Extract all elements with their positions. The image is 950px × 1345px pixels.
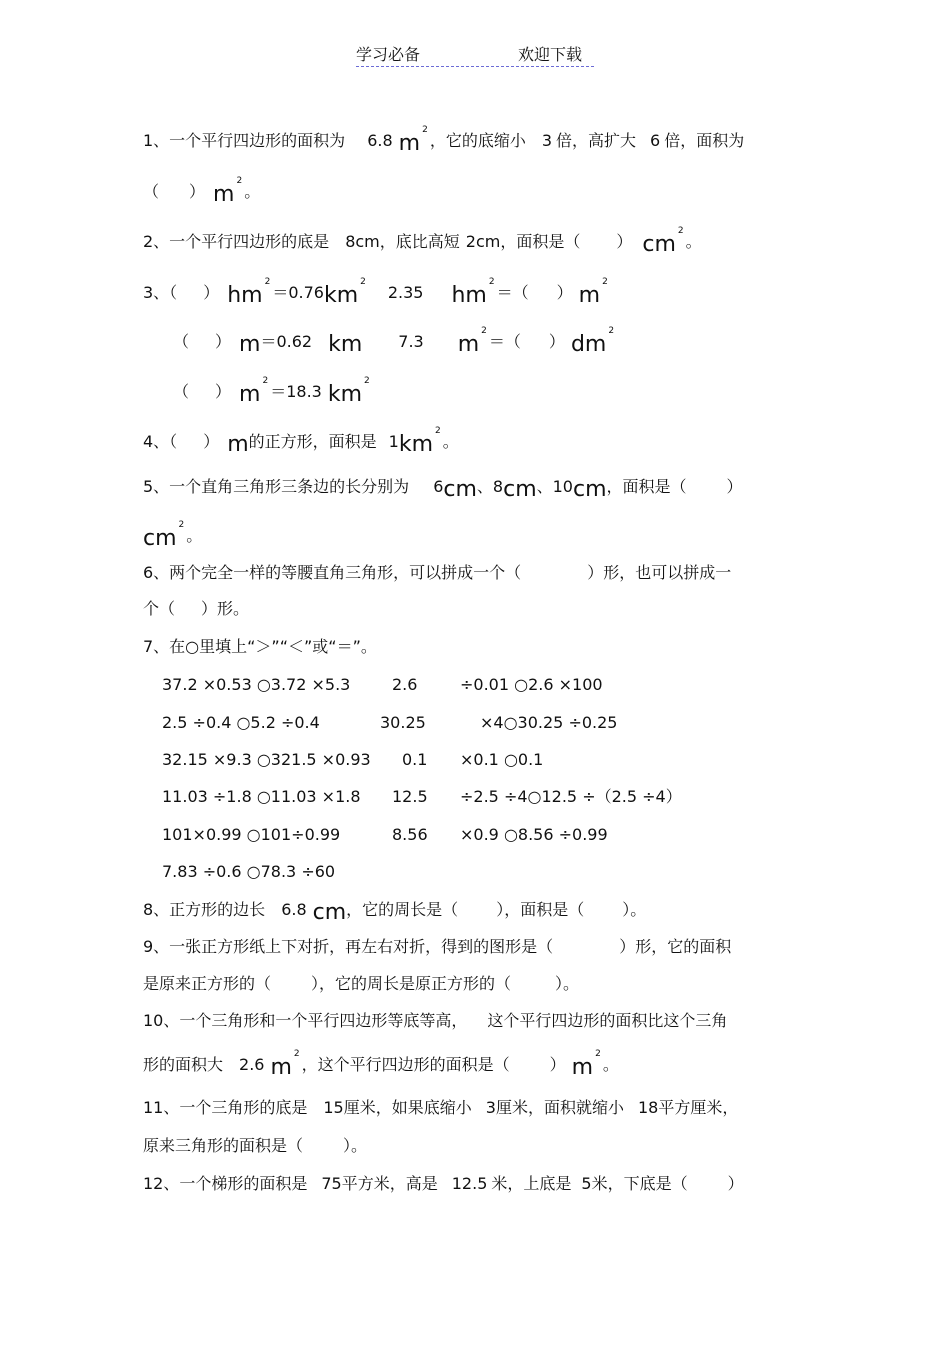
question-12: 12、一个梯形的面积是 75平方米，高是 12.5 米，上底是 5米，下底是（ ） — [143, 1174, 744, 1193]
header-left: 学习必备 — [356, 45, 421, 64]
comparison-left: 101×0.99 ○101÷0.99 — [162, 825, 341, 844]
header-right: 欢迎下载 — [518, 45, 583, 64]
comparison-right-expression: ×4○30.25 ÷0.25 — [480, 713, 618, 732]
question-5-line-1: 5、一个直角三角形三条边的长分别为 6cm、8cm、10cm，面积是（ ） — [143, 477, 743, 502]
comparison-right-number: 30.25 — [380, 713, 426, 732]
question-10-line-1: 10、一个三角形和一个平行四边形等底等高， 这个平行四边形的面积比这个三角 — [143, 1011, 728, 1030]
comparison-right-expression: ×0.9 ○8.56 ÷0.99 — [460, 825, 608, 844]
comparison-left: 7.83 ÷0.6 ○78.3 ÷60 — [162, 862, 336, 881]
comparison-left: 11.03 ÷1.8 ○11.03 ×1.8 — [162, 787, 361, 806]
page-header — [356, 40, 594, 67]
question-3-line-3: （ ） $m^2=18.3$ $km^2$ — [173, 376, 370, 407]
question-8: 8、正方形的边长 6.8 cm，它的周长是（ ），面积是（ ）。 — [143, 900, 647, 925]
comparison-left: 37.2 ×0.53 ○3.72 ×5.3 — [162, 675, 351, 694]
comparison-right-expression: ×0.1 ○0.1 — [460, 750, 544, 769]
question-6-line-2: 个（ ）形。 — [143, 599, 250, 618]
question-3-line-2: （ ） m＝0.62 km 7.3 $m^2=$（ ） $dm^2$ — [173, 326, 615, 357]
question-3-line-1: 3、（ ） $hm^2=0.76km^22.35$ $hm^2=$（ ） $m^2$ — [143, 277, 608, 308]
question-11-line-1: 11、一个三角形的底是 15厘米，如果底缩小 3厘米，面积就缩小 18平方厘米， — [143, 1098, 739, 1117]
comparison-right-expression: ÷0.01 ○2.6 ×100 — [460, 675, 603, 694]
question-2: 2、一个平行四边形的底是 8cm，底比高短 2cm，面积是（ ） $cm^2$。 — [143, 226, 702, 257]
question-1-line-2: （ ） $m^2$。 — [143, 176, 261, 207]
comparison-right-number: 8.56 — [392, 825, 428, 844]
comparison-right-number: 0.1 — [402, 750, 428, 769]
question-4: 4、（ ） m的正方形，面积是 $1km^2$。 — [143, 426, 459, 457]
question-11-line-2: 原来三角形的面积是（ ）。 — [143, 1136, 368, 1155]
comparison-left: 32.15 ×9.3 ○321.5 ×0.93 — [162, 750, 371, 769]
question-9-line-2: 是原来正方形的（ ），它的周长是原正方形的（ ）。 — [143, 974, 580, 993]
comparison-right-number: 12.5 — [392, 787, 428, 806]
question-9-line-1: 9、一张正方形纸上下对折，再左右对折，得到的图形是（ ）形，它的面积 — [143, 937, 732, 956]
comparison-right-expression: ÷2.5 ÷4○12.5 ÷（2.5 ÷4） — [460, 787, 682, 806]
comparison-left: 2.5 ÷0.4 ○5.2 ÷0.4 — [162, 713, 320, 732]
question-6-line-1: 6、两个完全一样的等腰直角三角形，可以拼成一个（ ）形，也可以拼成一 — [143, 563, 732, 582]
question-7-title: 7、在○里填上“＞”“＜”或“＝”。 — [143, 637, 377, 656]
question-5-line-2: $cm^2$。 — [143, 520, 203, 551]
question-10-line-2: 形的面积大 2.6 $m^2$，这个平行四边形的面积是（ ） $m^2$。 — [143, 1049, 619, 1080]
comparison-right-number: 2.6 — [392, 675, 418, 694]
question-1-line-1: 1、一个平行四边形的面积为 6.8 $m^2$，它的底缩小 3 倍，高扩大 6 倍，面积为 — [143, 125, 745, 156]
